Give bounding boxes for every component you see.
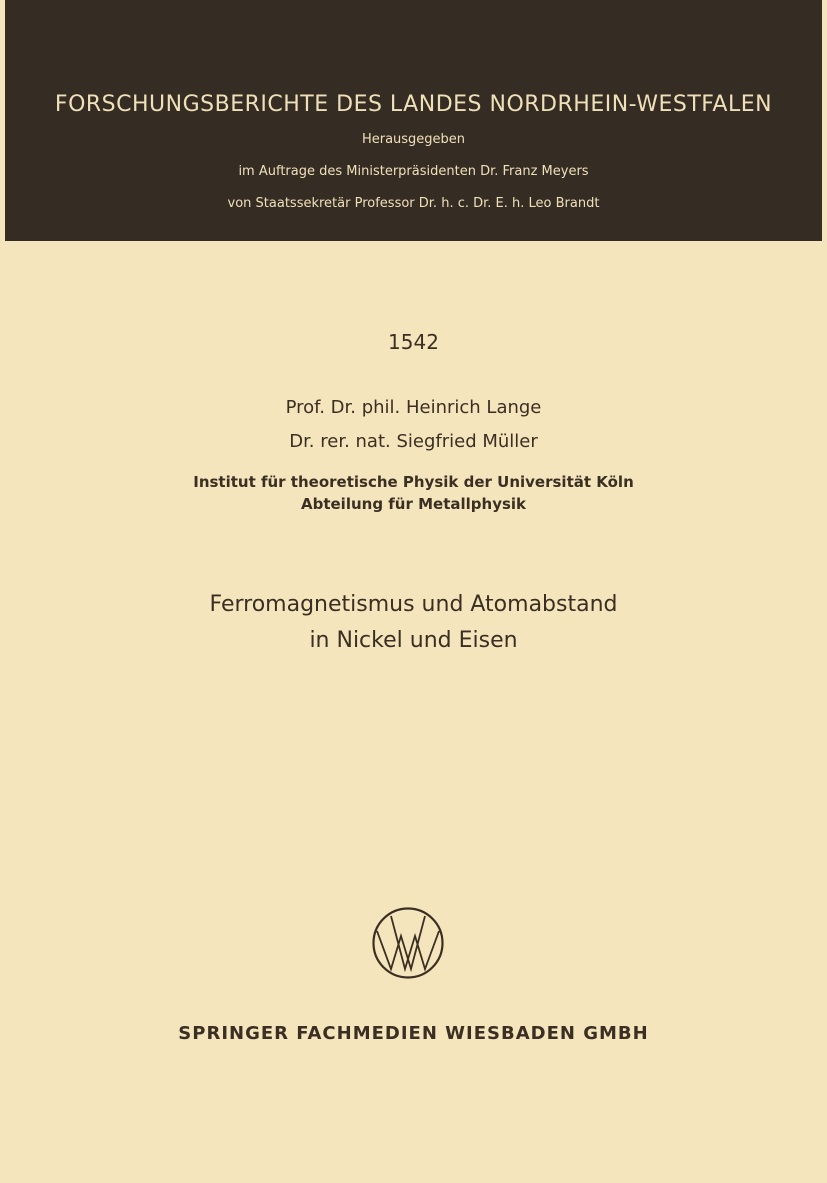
publisher-name: SPRINGER FACHMEDIEN WIESBADEN GMBH [178,1023,649,1044]
volume-number: 1542 [388,330,439,354]
springer-logo-icon [371,906,445,980]
editor-line-2: im Auftrage des Ministerpräsidenten Dr. Franz Meyers [238,164,589,179]
author-1: Prof. Dr. phil. Heinrich Lange [285,397,542,418]
editor-line-1: Herausgegeben [361,132,466,147]
series-title: FORSCHUNGSBERICHTE DES LANDES NORDRHEIN-WESTFALEN [54,92,773,117]
series-header-band [5,0,822,241]
institute-line-2: Abteilung für Metallphysik [300,495,527,513]
author-2: Dr. rer. nat. Siegfried Müller [289,431,538,452]
book-title-line-2: in Nickel und Eisen [309,628,518,653]
editor-line-3: von Staatssekretär Professor Dr. h. c. Dr. E. h. Leo Brandt [227,196,600,211]
book-title-line-1: Ferromagnetismus und Atomabstand [209,592,618,617]
institute-line-1: Institut für theoretische Physik der Universität Köln [193,473,634,491]
